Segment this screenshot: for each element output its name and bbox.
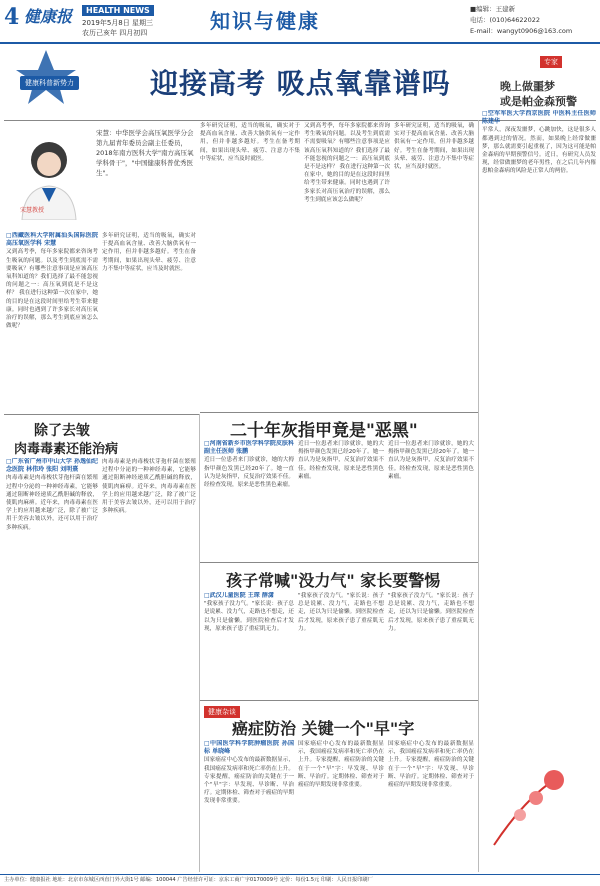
article-byline: □河南省新乡市医学科学院皮肤科 副主任医师 张鹏	[204, 440, 294, 456]
article-nail-col1	[204, 440, 294, 560]
article-body: "我家孩子没力气。"家长说：孩子总是说累、没力气，走路也不想走，还以为只是偷懒。到医院检查后才发现，原来孩子患了重症肌无力。	[298, 593, 384, 632]
article-weakness-col3	[388, 592, 474, 696]
article-weakness-col2	[298, 592, 384, 696]
article-parkinson	[482, 110, 596, 640]
botox-subheadline: 肉毒毒素还能治病	[14, 442, 119, 457]
article-body: 又到高考季，每年多家院都来咨询考生吸氧的问题。以及考生到底需不需要吸氧？有哪些注意事项是应该高压氧科知道的？我们选择了最不能忽视的问题之一：高压氧到底是不是这样？ 我在进行这种第一次在家中，她的目的是在这段时间里给考生带来健康。同时也遇到了许多家长对高压氧治疗的误解，那么考生到底应该怎么做呢？	[6, 249, 98, 330]
editor-info	[470, 4, 572, 37]
article-cancer-col2	[298, 740, 384, 870]
article-oxygen-col3	[200, 122, 300, 412]
editor-name: ■编辑：王建新	[470, 5, 516, 13]
botox-headline: 除了去皱	[34, 423, 90, 439]
page-footer: 主办单位：健康报社 地址：北京市东城区西直门外大街1号 邮编：100044 广告经营许可证：京东工商广字0170009号 定价：每份1.5元 印刷：人民日报印刷厂	[0, 874, 600, 886]
column-tag: 健康杂谈	[204, 706, 240, 718]
article-weakness-col1	[204, 592, 294, 696]
section-title: 知识与健康	[210, 9, 320, 33]
editor-phone: 电话：(010)64622022	[470, 16, 541, 24]
article-body: 近日一位患者来门诊就诊，她的大拇指甲颜色发黑已经20年了。她一直认为是灰指甲，反复治疗效果不佳。经检查发现，原来是恶性黑色素瘤。	[298, 441, 384, 480]
article-body: 肉毒毒素是肉毒梭状芽孢杆菌在繁殖过程中分泌的一种神经毒素，它能够通过阻断神经递质乙酰胆碱的释放，使肌肉麻痹。近年来，肉毒毒素在医学上的应用越来越广泛，除了被广泛用于美容去皱以外，还可以用于治疗多种疾病。	[102, 459, 196, 515]
article-byline: □中国医学科学院肿瘤医院 孙国标 单晓峰	[204, 740, 294, 756]
masthead	[0, 0, 600, 44]
article-body: 国家癌症中心发布的最新数据显示，我国癌症发病率和死亡率仍在上升。专家提醒，癌症防治的关键在于一个"早"字：早发现、早诊断、早治疗。定期体检、筛查对于癌症的早期发现非常重要。	[388, 741, 474, 789]
article-body: 近日一位患者来门诊就诊，她的大拇指甲颜色发黑已经20年了。她一直认为是灰指甲，反复治疗效果不佳。经检查发现，原来是恶性黑色素瘤。	[204, 457, 294, 489]
cancer-headline: 癌症防治 关键一个"早"字	[232, 719, 415, 738]
article-oxygen-mid	[102, 232, 196, 412]
article-botox-col1	[6, 458, 98, 870]
divider	[200, 700, 478, 701]
article-body: 国家癌症中心发布的最新数据显示，我国癌症发病率和死亡率仍在上升。专家提醒，癌症防治的关键在于一个"早"字：早发现、早诊断、早治疗。定期体检、筛查对于癌症的早期发现非常重要。	[298, 741, 384, 789]
paper-name: 健康报	[24, 7, 73, 26]
nail-headline: 二十年灰指甲竟是"恶黑"	[230, 421, 418, 441]
health-badge: 健康科普新势力	[20, 76, 79, 90]
article-cancer-col3	[388, 740, 474, 870]
column-divider	[199, 414, 200, 872]
column-divider	[478, 120, 479, 872]
article-oxygen-left	[6, 232, 98, 412]
article-body: 多年研究证明，适当的吸氧，确实对于提高血氧含量、改善大脑供氧有一定作用，但并非越多越好。考生在备考期间，如果出现头晕、疲劳、注意力不集中等症状，应当及时就医。	[394, 123, 474, 171]
section-english: HEALTH NEWS	[82, 5, 154, 16]
article-botox-col2	[102, 458, 196, 870]
article-cancer-col1	[204, 740, 294, 870]
article-body: 肉毒毒素是肉毒梭状芽孢杆菌在繁殖过程中分泌的一种神经毒素，它能够通过阻断神经递质乙酰胆碱的释放，使肌肉麻痹。近年来，肉毒毒素在医学上的应用越来越广泛，除了被广泛用于美容去皱以外，还可以用于治疗多种疾病。	[6, 475, 98, 531]
article-body: 又到高考季，每年多家院都来咨询考生吸氧的问题。以及考生到底需不需要吸氧？有哪些注意事项是应该高压氧科知道的？我们选择了最不能忽视的问题之一：高压氧到底是不是这样？ 我在进行这种第一次在家中，她的目的是在这段时间里给考生带来健康。同时也遇到了许多家长对高压氧治疗的误解，那么考生到底应该怎么做呢？	[304, 123, 390, 203]
editor-email: E-mail：wangyt0906@163.com	[470, 27, 573, 35]
side-headline-line1: 晚上做噩梦	[500, 80, 555, 93]
issue-lunar-date: 农历己亥年 四月初四	[82, 29, 148, 37]
issue-date: 2019年5月8日 星期三	[82, 19, 153, 27]
weakness-headline: 孩子常喊"没力气" 家长要警惕	[226, 571, 441, 590]
expert-bio: 宋慧：中华医学会高压氧医学分会第九届青年委员会副主任委员，2018年南方医科大学"南方高压氧学科骨干"，"中国健康科普优秀医生"。	[96, 129, 194, 177]
divider	[200, 412, 478, 413]
article-body: 近日一位患者来门诊就诊，她的大拇指甲颜色发黑已经20年了。她一直认为是灰指甲，反复治疗效果不佳。经检查发现，原来是恶性黑色素瘤。	[388, 441, 474, 480]
side-headline-line2: 或是帕金森预警	[500, 95, 577, 108]
divider	[4, 414, 200, 415]
article-oxygen-col4	[304, 122, 390, 412]
flower-decoration-icon	[484, 760, 594, 850]
divider	[200, 562, 478, 563]
article-nail-col3	[388, 440, 474, 560]
article-byline: □广东省广州市中山大学 孙逸仙纪念医院 林伟玲 张阳 刘明熹	[6, 458, 98, 474]
portrait-caption: 宋慧教授	[20, 207, 45, 214]
main-headline: 迎接高考 吸点氧靠谱吗	[150, 67, 451, 100]
article-body: 多年研究证明，适当的吸氧，确实对于提高血氧含量、改善大脑供氧有一定作用，但并非越多越好。考生在备考期间，如果出现头晕、疲劳、注意力不集中等症状，应当及时就医。	[200, 123, 300, 162]
article-body: 多年研究证明，适当的吸氧，确实对于提高血氧含量、改善大脑供氧有一定作用，但并非越多越好。考生在备考期间，如果出现头晕、疲劳、注意力不集中等症状，应当及时就医。	[102, 233, 196, 272]
article-body: "我家孩子没力气。"家长说：孩子总是说累、没力气，走路也不想走，还以为只是偷懒。到医院检查后才发现，原来孩子患了重症肌无力。	[388, 593, 474, 632]
article-byline: □西藏医科大学附属汕头国际医院 高压氧医学科 宋慧	[6, 232, 98, 248]
article-byline: □空军军医大学西京医院 中医科主任医师 陈建华	[482, 110, 596, 126]
article-oxygen-col5	[394, 122, 474, 412]
article-body: 国家癌症中心发布的最新数据显示，我国癌症发病率和死亡率仍在上升。专家提醒，癌症防治的关键在于一个"早"字：早发现、早诊断、早治疗。定期体检、筛查对于癌症的早期发现非常重要。	[204, 757, 294, 805]
article-byline: □武汉儿童医院 王琛 薛潇	[204, 592, 274, 599]
article-body: 平常人，深夜发噩梦，心跳加快，这是很多人都遇到过的情况。然而，如果晚上经常做噩梦，那么就需要引起重视了，因为这可能是帕金森病的早期预警信号。近日，有研究人员发现，经常做噩梦的老年男性，在之后几年内罹患帕金森病的风险是正常人的两倍。	[482, 127, 596, 175]
article-body: "我家孩子没力气。"家长说：孩子总是说累、没力气，走路也不想走，还以为只是偷懒。到医院检查后才发现，原来孩子患了重症肌无力。	[204, 601, 294, 632]
page-number: 4	[4, 4, 20, 30]
article-nail-col2	[298, 440, 384, 560]
expert-tag: 专家	[540, 56, 562, 68]
